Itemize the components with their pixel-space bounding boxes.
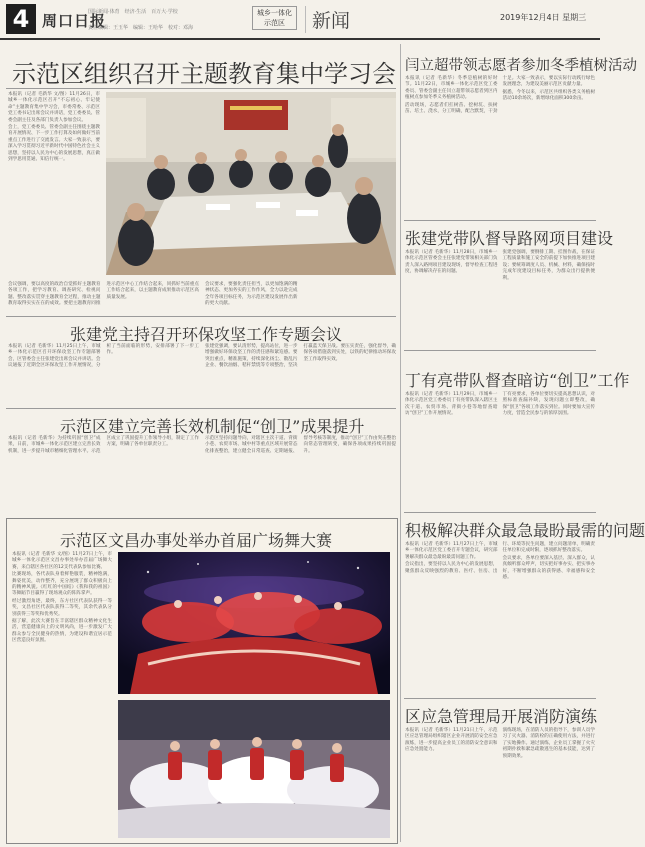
right3-para-2: 丁有亮要求，各单位要切实提高思想认识，对照标准查漏补缺，发现问题立即整改，确保“创卫”各项工作落实到位。同时要加大宣传力度，营造全民参与的浓厚氛围。: [502, 392, 595, 417]
stamp-line-2: 示范区: [264, 19, 285, 27]
article3-para-1: 本报讯（记者 毛新华）为持续巩固“创卫”成果，日前，市城乡一体化示范区建立完善长效机制，进一步提升城市精细化管理水平。示范区成立了巩固提升工作领导小组，制定了工作方案，明确了各单位职责分工。: [8, 436, 199, 454]
article2-text: [8, 344, 396, 404]
lead-text-bottom: [8, 282, 396, 314]
article2-headline: 张建党主持召开环保攻坚工作专题会议: [70, 325, 343, 344]
lead-para-2: 会上，党工委委员、管委会副主任围绕主题教育开展情况、下一步工作打算及如何做好当前重点工作进行了交流发言。大家一致表示，要深入学习贯彻习近平新时代中国特色社会主义思想，坚持以人民为中心的发展思想，真正做到学思用贯通、知信行统一。: [8, 125, 100, 163]
right2-headline: 张建党带队督导路网项目建设: [405, 229, 614, 248]
right-rule-3: [404, 512, 596, 513]
right4-headline: 积极解决群众最急最盼最需的问题: [405, 521, 645, 540]
lead-para-1: 本报讯（记者 毛新华 文/图）11月26日，市城乡一体化示范区召开“不忘初心、牢记使命”主题教育集中学习会，市委常委、示范区党工委书记出席会议并讲话，党工委委员、管委会副主任及各部门负责人参加会议。: [8, 92, 100, 123]
editor-line: 责任编辑：王玉华 编辑：王哈华 校对：邓海: [88, 25, 194, 31]
masthead-rule: [0, 38, 600, 40]
masthead: [0, 0, 600, 40]
right3-para-1: 本报讯（记者 毛新华）11月29日，市城乡一体化示范区党工委委员丁有亮带队深入辖区主次干道、农贸市场、背街小巷等地督查暗访“创卫”工作开展情况。: [405, 392, 498, 417]
dance-photo-2: [118, 700, 390, 838]
paper-name: 周口日报: [42, 12, 107, 30]
right1-para-2: 活动现场，志愿者们扛树苗、挖树坑、扶树苗、培土、浇水，分工明确，配合默契，干劲十足。大家一致表示，要以实际行动践行绿色发展理念，为建设美丽示范区贡献力量。: [405, 76, 595, 115]
page-number: 4: [6, 4, 36, 34]
dance-photo-1: [118, 552, 390, 694]
lead-text-col-1: [8, 92, 100, 280]
article3-headline: 示范区建立完善长效机制促“创卫”成果提升: [60, 417, 365, 436]
right1-headline: 闫立超带领志愿者参加冬季植树活动: [405, 58, 637, 74]
column-divider: [400, 44, 401, 842]
right-rule-1: [404, 220, 596, 221]
dance-headline: 示范区文昌办事处举办首届广场舞大赛: [60, 531, 333, 550]
right1-para-3: 据悉，今冬以来，示范区共组织各类义务植树活动10余场次，新增绿化面积300余亩。: [502, 89, 595, 102]
dance-text: [12, 552, 112, 838]
right4-para-2: 会议指出，要坚持以人民为中心的发展思想，聚焦群众反映强烈的教育、医疗、住房、出行、环境等民生问题，建立问题清单，明确责任单位和完成时限，逐项抓好整改落实。: [405, 542, 595, 574]
dance-photo-illustration-2: [118, 700, 390, 838]
right3-text: [405, 392, 595, 504]
right5-para-1: 本报讯（记者 毛新华）11月21日上午，示范区应急管理局组织辖区企业开展消防安全应急演练，进一步提高企业员工的消防安全意识和应急处置能力。: [405, 728, 498, 753]
section-stamp: [252, 6, 297, 30]
right-rule-4: [404, 698, 596, 699]
header-info-line: 国际新闻·体育 经济·生活 百万大·学校: [88, 9, 178, 15]
right4-para-3: 会议要求，各单位要深入基层、深入群众，认真倾听群众呼声，切实把好事办实、把实事办好，不断增强群众的获得感、幸福感和安全感。: [502, 555, 595, 581]
section-name: 新闻: [305, 6, 350, 33]
stamp-line-1: 城乡一体化: [257, 9, 292, 17]
article2-para-1: 本报讯（记者 毛新华）11月25日上午，市城乡一体化示范区召开环保攻坚工作专题部署会，区管委会主任张建党出席会议并讲话。会议通报了近期全区环保攻坚工作开展情况，分析了当前面临的形势，安排部署了下一步工作。: [8, 344, 199, 369]
rule-2: [6, 316, 396, 317]
right5-headline: 区应急管理局开展消防演练: [405, 707, 598, 726]
right2-para-2: 张建党强调，要倒排工期、挂图作战，在保证工程质量和施工安全的前提下加快推进项目建设；要统筹调度人员、机械、材料，确保按时完成年度建设目标任务，为群众出行提供便利。: [502, 250, 595, 281]
right3-headline: 丁有亮带队督查暗访“创卫”工作: [405, 371, 630, 390]
lead-para-3: 会议强调，要以高度的政治自觉抓好主题教育各项工作，把学习教育、调查研究、检视问题、整改落实贯穿主题教育全过程，推动主题教育取得实实在在的成效。要把主题教育同推进示范区中心工作结合起来，同抓好当前重点工作结合起来，以主题教育成果推动示范区高质量发展。: [8, 282, 199, 307]
right4-para-1: 本报讯（记者 毛新华）11月27日上午，市城乡一体化示范区党工委召开专题会议，研究部署解决群众最急最盼最需问题工作。: [405, 542, 498, 560]
dance-photo-illustration-1: [118, 552, 390, 694]
right-rule-2: [404, 350, 596, 351]
issue-date: 2019年12月4日 星期三: [500, 13, 587, 22]
article3-text: [8, 436, 396, 512]
right1-text: [405, 76, 595, 216]
meeting-photo-illustration: [106, 92, 396, 275]
dance-para-4: 据了解，此次大赛旨在丰富辖区群众精神文化生活，营造健康向上的文明风尚，进一步激发广大群众参与全民健身的热情，为建设和谐宜居示范区营造良好氛围。: [12, 619, 112, 644]
right1-para-1: 本报讯（记者 毛新华）冬季是植树的好时节。11月22日，市城乡一体化示范区党工委委员、管委会副主任闫立超带领志愿者到区内植树点参加冬季义务植树活动。: [405, 76, 498, 101]
lead-rule: [6, 88, 396, 89]
lead-para-4: 会议要求，要强化责任担当，以更加饱满的精神状态、更加务实的工作作风，全力以赴完成全年各项目标任务，为示范区建设发展作出新的更大贡献。: [205, 282, 298, 307]
dance-para-1: 本报讯（记者 毛新华 文/图）11月27日上午，市城乡一体化示范区文昌办事处举办首届广场舞大赛，来自辖区各社区的12支代表队参加比赛。: [12, 552, 112, 570]
right5-para-2: 演练现场，在消防人员的指导下，参训人员学习了灭火器、消防栓的正确使用方法，并进行了实地操作。通过演练，企业员工掌握了火灾初期扑救和紧急疏散逃生的基本技能，达到了预期效果。: [502, 728, 595, 759]
right4-text: [405, 542, 595, 692]
lead-headline: 示范区组织召开主题教育集中学习会: [12, 60, 396, 88]
lead-photo-meeting: [106, 92, 396, 275]
article3-para-2: 示范区坚持问题导向，对辖区主次干道、背街小巷、农贸市场、城中村等重点区域开展常态化排查整治，建立健全日常巡查、定期通报、督导考核等制度，推动“创卫”工作由突击整治向常态管理转变，确保各项成果持续巩固提升。: [205, 436, 396, 454]
dance-para-2: 比赛现场，各代表队身着鲜艳服装，精神饱满，舞姿优美，动作整齐，充分展现了群众积极向上的精神风貌。《红红的中国结》《我和我的祖国》等舞蹈节目赢得了现场观众的阵阵掌声。: [12, 572, 112, 597]
right2-text: [405, 250, 595, 344]
dance-para-3: 经过激烈角逐，最终，东方社区代表队获得一等奖，文昌社区代表队获得二等奖，其余代表队分别获得三等奖和优秀奖。: [12, 598, 112, 617]
rule-3: [6, 408, 396, 409]
right2-para-1: 本报讯（记者 毛新华）11月28日，市城乡一体化示范区管委会主任张建党带领相关部门负责人深入路网项目建设现场，督导检查工程进度，协调解决存在的问题。: [405, 250, 498, 275]
right5-text: [405, 728, 595, 842]
article2-para-2: 张建党强调，要认清形势，提高站位，进一步增强做好环保攻坚工作的责任感和紧迫感。要突出重点，精准施策，持续深化扬尘、散乱污企业、餐饮油烟、秸秆禁烧等专项整治，坚决打赢蓝天保卫战。要压实责任，强化督导，确保各项措施落到实处，以铁的纪律推动环保攻坚工作取得实效。: [205, 344, 396, 369]
